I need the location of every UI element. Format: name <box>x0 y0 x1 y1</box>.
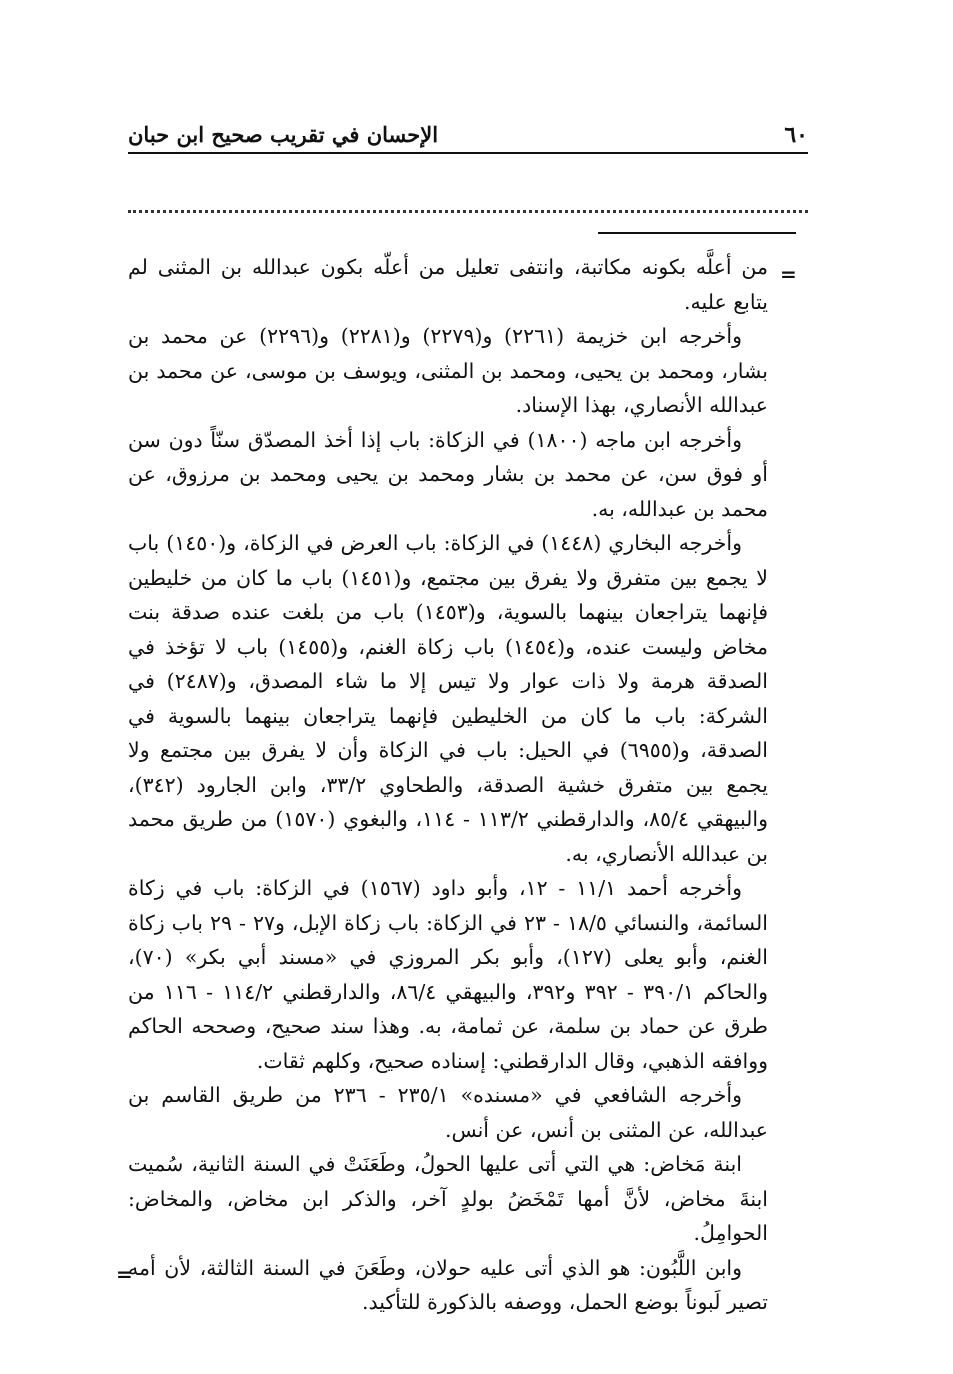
running-head <box>128 118 808 152</box>
footnote-rule <box>598 232 796 234</box>
paragraph-4: وأخرجه البخاري (١٤٤٨) في الزكاة: باب العرض في الزكاة، و(١٤٥٠) باب لا يجمع بين متفرق ولا يفرق بين مجتمع، و(١٤٥١) باب ما كان من خليطين فإنهما يتراجعان بينهما بالسوية، و(١٤٥٣) باب من بلغت عنده صدقة بنت مخاض وليست عنده، و(١٤٥٤) باب زكاة الغنم، و(١٤٥٥) باب لا تؤخذ في الصدقة هرمة ولا ذات عوار ولا تيس إلا ما شاء المصدق، و(٢٤٨٧) في الشركة: باب ما كان من الخليطين فإنهما يتراجعان بينهما بالسوية في الصدقة، و(٦٩٥٥) في الحيل: باب في الزكاة وأن لا يفرق بين مجتمع ولا يجمع بين متفرق خشية الصدقة، والطحاوي ٣٣/٢، وابن الجارود (٣٤٢)، والبيهقي ٨٥/٤، والدارقطني ١١٣/٢ - ١١٤، والبغوي (١٥٧٠) من طريق محمد بن عبدالله الأنصاري، به. <box>128 531 769 866</box>
book-title: الإحسان في تقريب صحيح ابن حبان <box>128 122 439 147</box>
header-rule <box>128 152 808 154</box>
dotted-divider <box>128 210 808 213</box>
paragraph-8: وابن اللَّبُون: هو الذي أتى عليه حولان، وطَعَنَ في السنة الثالثة، لأن أمه تصير لَبوناً بوضع الحمل، ووصفه بالذكورة للتأكيد. <box>128 1255 768 1314</box>
continuation-mark-bottom: = <box>116 1262 133 1286</box>
page-number: ٦٠ <box>784 122 808 148</box>
paragraph-2: وأخرجه ابن خزيمة (٢٢٦١) و(٢٢٧٩) و(٢٢٨١) و(٢٢٩٦) عن محمد بن بشار، ومحمد بن يحيى، ومحمد بن المثنى، ويوسف بن موسى، عن محمد بن عبدالله الأنصاري، بهذا الإسناد. <box>128 324 768 417</box>
paragraph-7: ابنة مَخاض: هي التي أتى عليها الحولُ، وطَعَنَتْ في السنة الثانية، سُميت ابنةَ مخاض، لأنَّ أمها تَمْخَضُ بولدٍ آخر، والذكر ابن مخاض، والمخاض: الحوامِلُ. <box>128 1152 768 1245</box>
continuation-mark-top: = <box>780 262 797 286</box>
paragraph-3: وأخرجه ابن ماجه (١٨٠٠) في الزكاة: باب إذا أخذ المصدّق سنّاً دون سن أو فوق سن، عن محمد بن بشار ومحمد بن يحيى ومحمد بن مرزوق، عن محمد بن عبدالله، به. <box>128 427 768 521</box>
paragraph-1: من أعلَّه بكونه مكاتبة، وانتفى تعليل من أعلّه بكون عبدالله بن المثنى لم يتابع عليه. <box>128 255 768 314</box>
footnote-text <box>128 250 768 1320</box>
paragraph-5: وأخرجه أحمد ١١/١ - ١٢، وأبو داود (١٥٦٧) في الزكاة: باب في زكاة السائمة، والنسائي ١٨/٥ - ٢٣ في الزكاة: باب زكاة الإبل، و٢٧ - ٢٩ باب زكاة الغنم، وأبو يعلى (١٢٧)، وأبو بكر المروزي في «مسند أبي بكر» (٧٠)، والحاكم ٣٩٠/١ - ٣٩٢ و٣٩٢، والبيهقي ٨٦/٤، والدارقطني ١١٤/٢ - ١١٦ من طرق عن حماد بن سلمة، عن ثمامة، به. وهذا سند صحيح، وصححه الحاكم ووافقه الذهبي، وقال الدارقطني: إسناده صحيح، وكلهم ثقات. <box>128 876 768 1073</box>
paragraph-6: وأخرجه الشافعي في «مسنده» ٢٣٥/١ - ٢٣٦ من طريق القاسم بن عبدالله، عن المثنى بن أنس، عن أنس. <box>128 1083 768 1142</box>
